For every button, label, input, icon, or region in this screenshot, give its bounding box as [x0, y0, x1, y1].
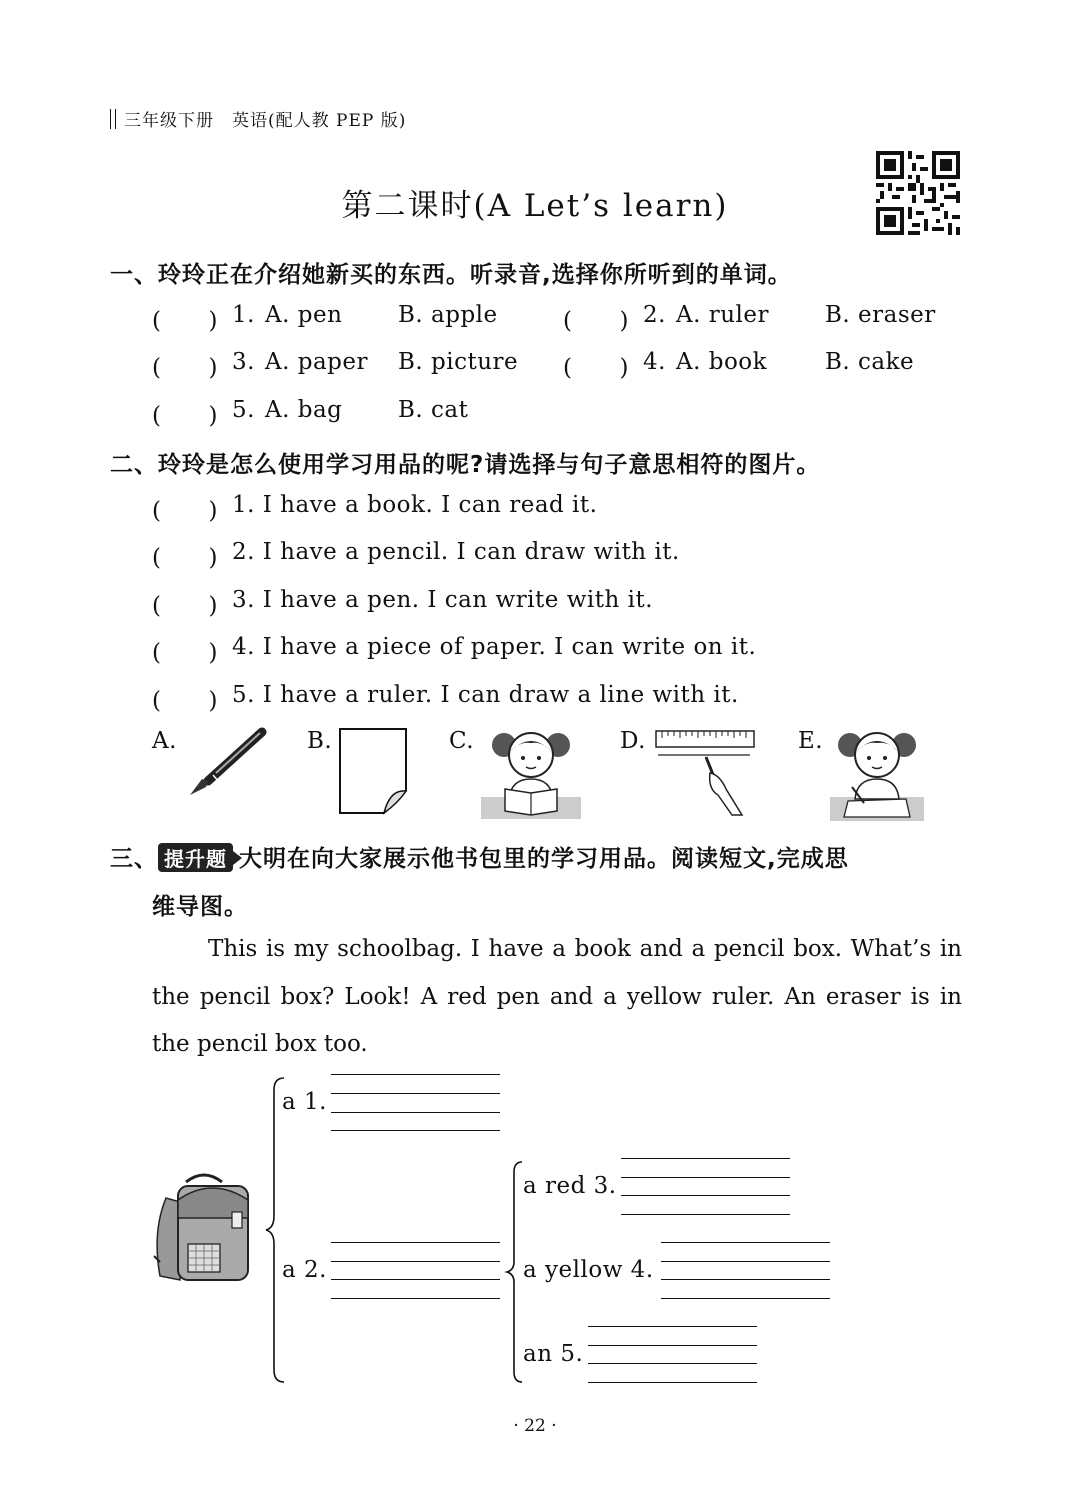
- s2-item4-paren[interactable]: ( ): [152, 640, 218, 666]
- answer-1-line-bottom: [331, 1130, 500, 1131]
- answer-2-line-mid: [331, 1279, 500, 1280]
- advanced-tag: 提升题: [158, 843, 233, 872]
- s2-item1-text: 1. I have a book. I can read it.: [232, 492, 598, 518]
- answer-3-line-mid: [621, 1195, 790, 1196]
- pen-icon: [186, 727, 268, 799]
- header-text: 三年级下册 英语(配人教 PEP 版): [124, 111, 407, 131]
- s1-item4-paren[interactable]: ( ): [563, 355, 629, 381]
- option-d-label: D.: [620, 728, 646, 754]
- sub-branch-3-label: a red 3.: [523, 1173, 617, 1199]
- s1-item4-a: A. book: [676, 349, 768, 375]
- s2-item2-paren[interactable]: ( ): [152, 545, 218, 571]
- sub-branch-4-label: a yellow 4.: [523, 1257, 654, 1283]
- ruler-drawing-icon: [654, 729, 758, 817]
- s1-item5-b: B. cat: [398, 397, 469, 423]
- schoolbag-icon: [152, 1172, 256, 1284]
- option-a-label: A.: [152, 728, 177, 754]
- s1-item1-paren[interactable]: ( ): [152, 308, 218, 334]
- answer-3-line-top: [621, 1158, 790, 1159]
- answer-1-line[interactable]: [331, 1093, 500, 1094]
- section2-heading: 二、玲玲是怎么使用学习用品的呢?请选择与句子意思相符的图片。: [110, 452, 821, 478]
- girl-writing-icon: [830, 727, 924, 821]
- s2-item3-text: 3. I have a pen. I can write with it.: [232, 587, 654, 613]
- answer-1-line-top: [331, 1074, 500, 1075]
- s1-item3-a: A. paper: [265, 349, 368, 375]
- sub-branch-5-label: an 5.: [523, 1341, 584, 1367]
- answer-2-line-top: [331, 1242, 500, 1243]
- answer-5-line-top: [588, 1326, 757, 1327]
- girl-reading-icon: [481, 727, 581, 819]
- branch-1-label: a 1.: [282, 1089, 327, 1115]
- section1-heading: 一、玲玲正在介绍她新买的东西。听录音,选择你所听到的单词。: [110, 262, 792, 288]
- section3-heading-cont: 维导图。: [152, 894, 248, 920]
- page-number: · 22 ·: [513, 1416, 557, 1436]
- s1-item1-num: 1.: [232, 302, 255, 328]
- s1-item3-num: 3.: [232, 349, 255, 375]
- lesson-title: 第二课时(A Let’s learn): [341, 188, 729, 224]
- s2-item2-text: 2. I have a pencil. I can draw with it.: [232, 539, 680, 565]
- passage-text: This is my schoolbag. I have a book and a pencil box. What’s in the pencil box? Look! A red pen and a yellow ruler. An eraser is in the pencil box too.: [152, 936, 962, 1057]
- answer-3-line[interactable]: [621, 1177, 790, 1178]
- s1-item3-b: B. picture: [398, 349, 519, 375]
- s1-item4-b: B. cake: [825, 349, 915, 375]
- answer-5-line-bottom: [588, 1382, 757, 1383]
- main-brace: [262, 1074, 292, 1386]
- s2-item3-paren[interactable]: ( ): [152, 593, 218, 619]
- section3-heading-text: 大明在向大家展示他书包里的学习用品。阅读短文,完成思: [239, 846, 849, 872]
- answer-4-line[interactable]: [661, 1261, 830, 1262]
- s1-item4-num: 4.: [643, 349, 666, 375]
- answer-1-line-mid: [331, 1112, 500, 1113]
- answer-5-line-mid: [588, 1363, 757, 1364]
- qr-code-icon[interactable]: [876, 151, 960, 235]
- s1-item2-paren[interactable]: ( ): [563, 308, 629, 334]
- page-header: [110, 106, 406, 131]
- s1-item5-num: 5.: [232, 397, 255, 423]
- section3-heading: [110, 840, 849, 873]
- option-b-label: B.: [307, 728, 333, 754]
- s1-item5-paren[interactable]: ( ): [152, 403, 218, 429]
- answer-4-line-bottom: [661, 1298, 830, 1299]
- s2-item5-paren[interactable]: ( ): [152, 688, 218, 714]
- answer-2-line[interactable]: [331, 1261, 500, 1262]
- s1-item1-b: B. apple: [398, 302, 498, 328]
- s1-item5-a: A. bag: [265, 397, 343, 423]
- branch-2-label: a 2.: [282, 1257, 327, 1283]
- s1-item1-a: A. pen: [265, 302, 343, 328]
- answer-2-line-bottom: [331, 1298, 500, 1299]
- s2-item4-text: 4. I have a piece of paper. I can write on it.: [232, 634, 757, 660]
- option-e-label: E.: [798, 728, 824, 754]
- answer-4-line-top: [661, 1242, 830, 1243]
- paper-icon: [338, 727, 410, 817]
- header-bar: [110, 109, 116, 129]
- s1-item2-b: B. eraser: [825, 302, 936, 328]
- s2-item5-text: 5. I have a ruler. I can draw a line with it.: [232, 682, 739, 708]
- answer-4-line-mid: [661, 1279, 830, 1280]
- s2-item1-paren[interactable]: ( ): [152, 498, 218, 524]
- answer-5-line[interactable]: [588, 1345, 757, 1346]
- answer-3-line-bottom: [621, 1214, 790, 1215]
- section3-prefix: 三、: [110, 846, 158, 872]
- option-c-label: C.: [449, 728, 475, 754]
- s1-item2-num: 2.: [643, 302, 666, 328]
- reading-passage: [152, 926, 962, 1069]
- s1-item2-a: A. ruler: [676, 302, 770, 328]
- s1-item3-paren[interactable]: ( ): [152, 355, 218, 381]
